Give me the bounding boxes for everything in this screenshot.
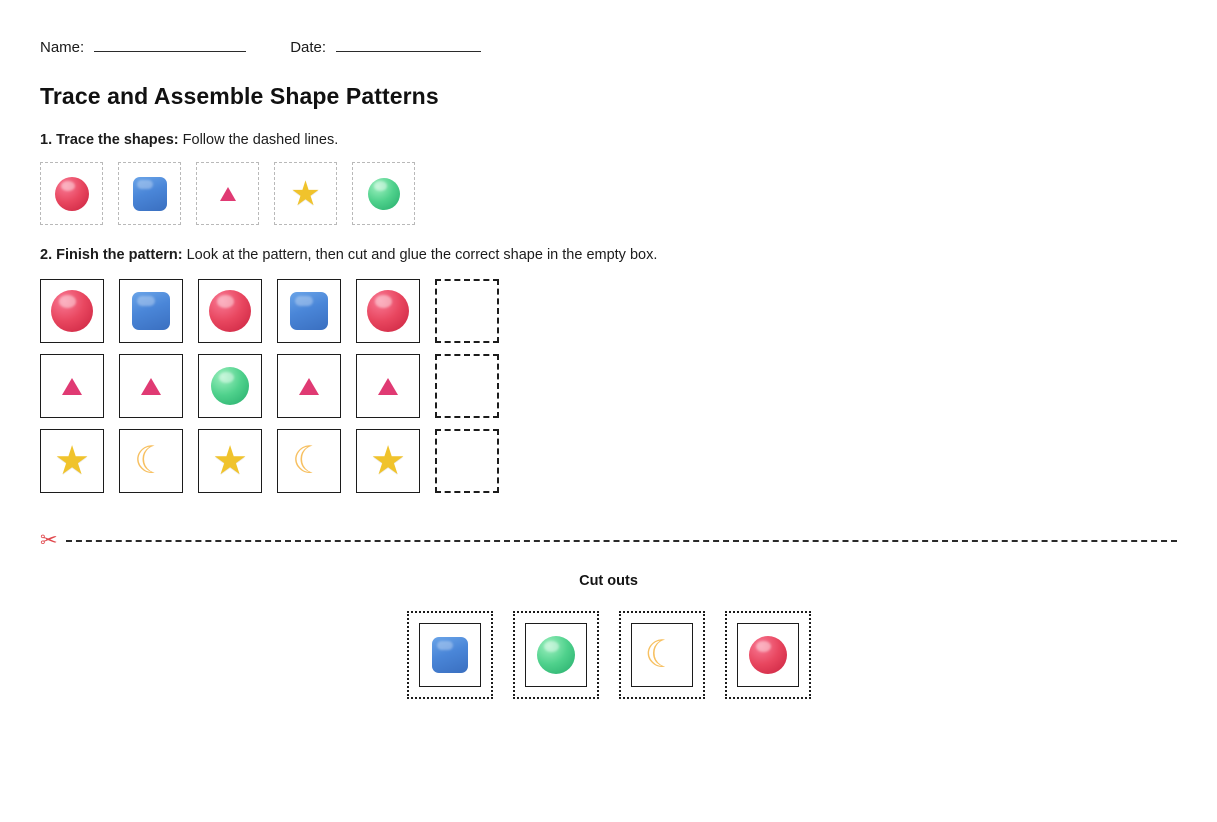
moon-orange-icon: ☾ — [291, 440, 327, 482]
circle-red-icon — [367, 290, 409, 332]
pattern-cell[interactable] — [119, 279, 183, 343]
square-blue-icon — [133, 177, 167, 211]
pattern-row — [40, 354, 1177, 418]
instruction-pattern — [40, 247, 1177, 263]
pattern-cell[interactable] — [277, 279, 341, 343]
triangle-pink-icon — [62, 378, 82, 395]
pattern-cell[interactable] — [198, 429, 262, 493]
name-date-header — [40, 40, 1177, 55]
cut-line-row — [40, 527, 1177, 555]
circle-red-icon — [55, 177, 89, 211]
trace-box[interactable] — [118, 162, 181, 225]
name-field-group — [40, 40, 246, 55]
instruction-trace-rest: Follow the dashed lines. — [178, 132, 339, 148]
circle-red-icon — [749, 636, 787, 674]
pattern-cell[interactable] — [277, 354, 341, 418]
pattern-cell[interactable] — [198, 279, 262, 343]
star-yellow-icon: ★ — [370, 439, 406, 483]
date-label: Date: — [290, 39, 327, 56]
cutout-inner-frame — [631, 623, 693, 687]
triangle-pink-icon — [141, 378, 161, 395]
pattern-grid — [40, 279, 1177, 493]
cutout-inner-frame — [525, 623, 587, 687]
pattern-answer-box[interactable] — [435, 279, 499, 343]
name-label: Name: — [40, 39, 85, 56]
pattern-row — [40, 429, 1177, 493]
cutout-tile[interactable] — [619, 611, 705, 699]
trace-shapes-row — [40, 162, 1177, 225]
pattern-cell[interactable] — [198, 354, 262, 418]
pattern-answer-box[interactable] — [435, 429, 499, 493]
triangle-pink-icon — [299, 378, 319, 395]
trace-box[interactable] — [196, 162, 259, 225]
instruction-trace — [40, 132, 1177, 148]
circle-green-icon — [368, 178, 400, 210]
square-blue-icon — [432, 637, 468, 673]
date-field-group — [290, 40, 481, 55]
pattern-cell[interactable] — [277, 429, 341, 493]
trace-box[interactable] — [40, 162, 103, 225]
pattern-cell[interactable] — [356, 429, 420, 493]
pattern-cell[interactable] — [40, 354, 104, 418]
star-yellow-icon: ★ — [54, 439, 90, 483]
moon-orange-icon: ☾ — [133, 440, 169, 482]
pattern-cell[interactable] — [119, 429, 183, 493]
date-input-line[interactable] — [336, 50, 481, 52]
square-blue-icon — [132, 292, 170, 330]
cut-dashed-line — [66, 540, 1177, 542]
moon-orange-icon: ☾ — [644, 634, 679, 676]
scissors-icon: ✂ — [40, 528, 58, 552]
cutout-tile[interactable] — [513, 611, 599, 699]
circle-green-icon — [211, 367, 249, 405]
pattern-cell[interactable] — [119, 354, 183, 418]
instruction-trace-bold: 1. Trace the shapes: — [40, 132, 179, 148]
pattern-cell[interactable] — [40, 429, 104, 493]
pattern-cell[interactable] — [356, 354, 420, 418]
pattern-row — [40, 279, 1177, 343]
pattern-answer-box[interactable] — [435, 354, 499, 418]
triangle-pink-icon — [220, 187, 236, 201]
pattern-cell[interactable] — [40, 279, 104, 343]
circle-green-icon — [537, 636, 575, 674]
cutout-tile[interactable] — [725, 611, 811, 699]
square-blue-icon — [290, 292, 328, 330]
star-yellow-icon: ★ — [290, 174, 321, 213]
cutouts-row — [40, 611, 1177, 699]
cutouts-title: Cut outs — [579, 573, 638, 589]
instruction-pattern-rest: Look at the pattern, then cut and glue the correct shape in the empty box. — [182, 247, 658, 263]
name-input-line[interactable] — [94, 50, 246, 52]
cutout-inner-frame — [419, 623, 481, 687]
cutout-inner-frame — [737, 623, 799, 687]
instruction-pattern-bold: 2. Finish the pattern: — [40, 247, 183, 263]
circle-red-icon — [209, 290, 251, 332]
trace-box[interactable] — [352, 162, 415, 225]
star-yellow-icon: ★ — [212, 439, 248, 483]
circle-red-icon — [51, 290, 93, 332]
triangle-pink-icon — [378, 378, 398, 395]
cutout-tile[interactable] — [407, 611, 493, 699]
page-title: Trace and Assemble Shape Patterns — [40, 83, 439, 109]
trace-box[interactable] — [274, 162, 337, 225]
pattern-cell[interactable] — [356, 279, 420, 343]
